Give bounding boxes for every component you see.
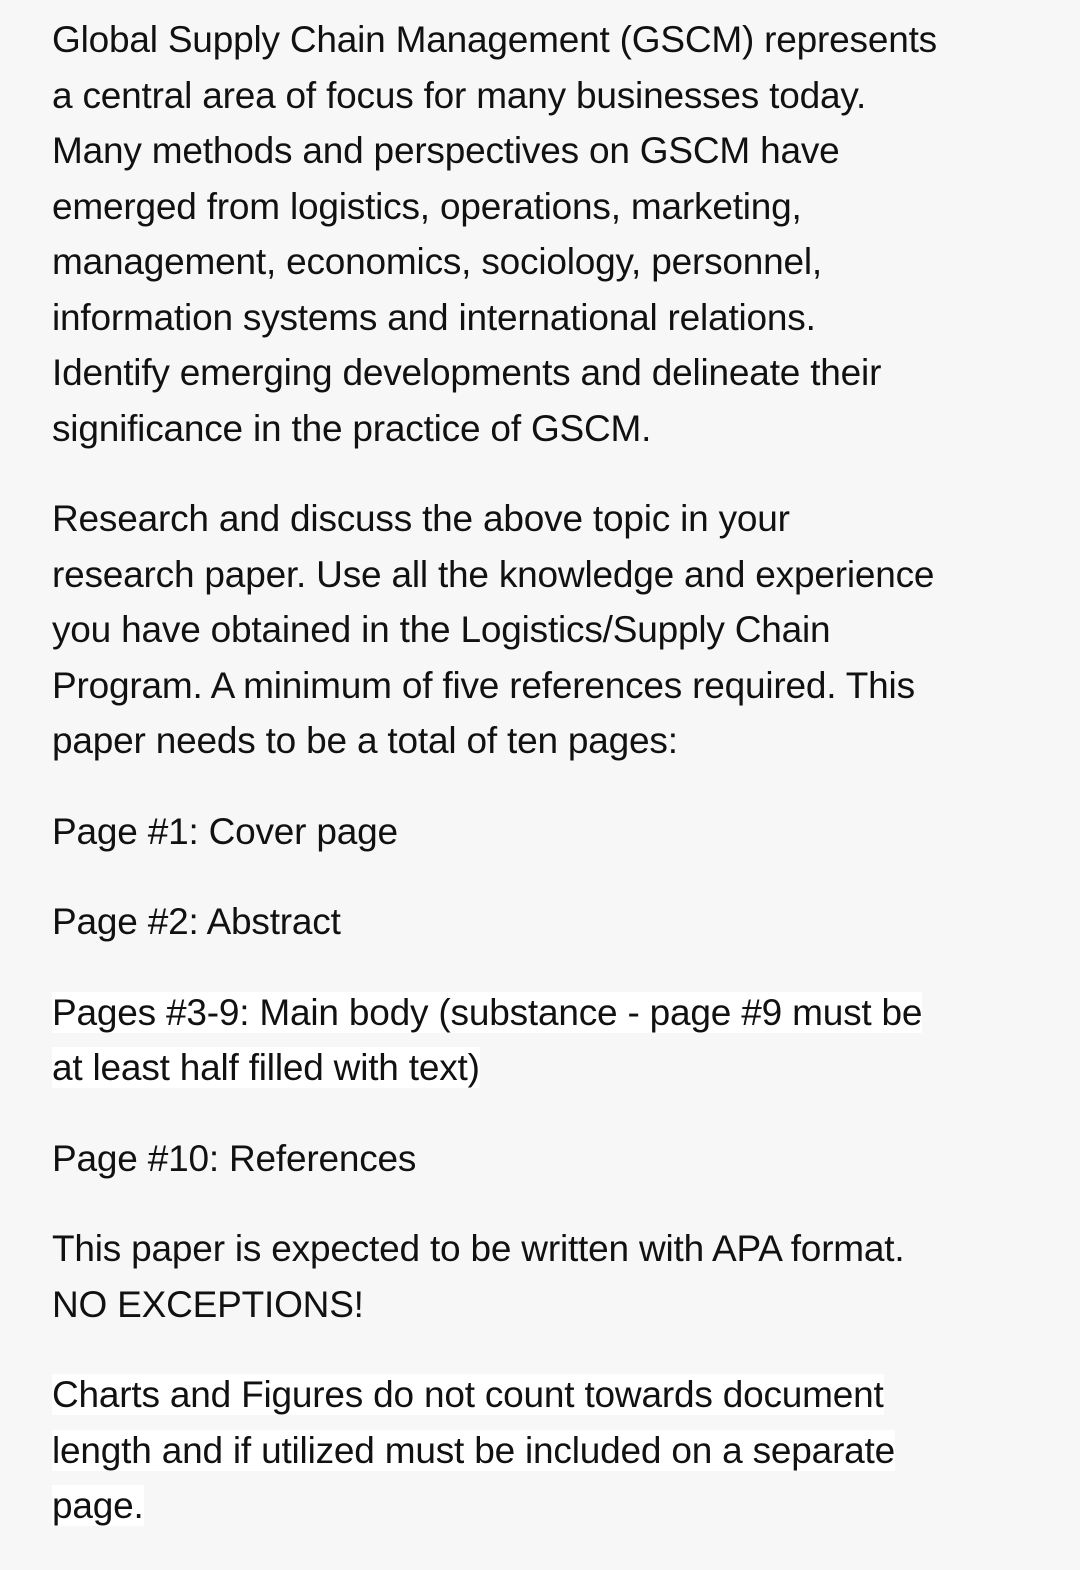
text-line-highlight: page. xyxy=(52,1485,144,1526)
text-line-highlight: length and if utilized must be included on a separate xyxy=(52,1429,896,1471)
text-line xyxy=(52,1040,1032,1096)
text-line: Page #2: Abstract xyxy=(52,901,341,942)
paragraph-research-instructions xyxy=(52,491,1032,769)
text-line-highlight: Pages #3-9: Main body (substance - page #9 must be xyxy=(52,991,923,1033)
text-line: information systems and international relations. xyxy=(52,296,816,338)
text-line: This paper is expected to be written with APA format. xyxy=(52,1228,905,1269)
text-line: Page #1: Cover page xyxy=(52,810,398,852)
text-line xyxy=(52,1367,1032,1423)
text-line: research paper. Use all the knowledge and experience xyxy=(52,553,935,595)
text-line xyxy=(52,1423,1032,1479)
text-line: management, economics, sociology, personnel, xyxy=(52,241,822,282)
paragraph-apa-format xyxy=(52,1221,1032,1332)
paragraph-pages-3-9 xyxy=(52,985,1032,1096)
paragraph-page-10 xyxy=(52,1131,1032,1187)
text-line: Program. A minimum of five references required. This xyxy=(52,664,915,706)
paragraph-gscm-intro xyxy=(52,12,1032,456)
text-line: Global Supply Chain Management (GSCM) represents xyxy=(52,19,937,60)
text-line: emerged from logistics, operations, marketing, xyxy=(52,185,802,227)
text-line: significance in the practice of GSCM. xyxy=(52,407,652,449)
text-line: a central area of focus for many businesses today. xyxy=(52,74,867,116)
paragraph-page-1 xyxy=(52,804,1032,860)
text-line: Identify emerging developments and delineate their xyxy=(52,352,882,393)
text-line xyxy=(52,1478,1032,1534)
paragraph-page-2 xyxy=(52,894,1032,950)
text-line xyxy=(52,985,1032,1041)
text-line: NO EXCEPTIONS! xyxy=(52,1283,364,1325)
text-line: Many methods and perspectives on GSCM have xyxy=(52,130,840,171)
text-line: paper needs to be a total of ten pages: xyxy=(52,720,678,761)
paragraph-charts-figures xyxy=(52,1367,1032,1534)
text-line-highlight: at least half filled with text) xyxy=(52,1047,480,1088)
text-line: Research and discuss the above topic in your xyxy=(52,498,790,539)
text-line: Page #10: References xyxy=(52,1137,417,1179)
text-line: you have obtained in the Logistics/Supply Chain xyxy=(52,609,831,650)
text-line-highlight: Charts and Figures do not count towards document xyxy=(52,1374,884,1415)
